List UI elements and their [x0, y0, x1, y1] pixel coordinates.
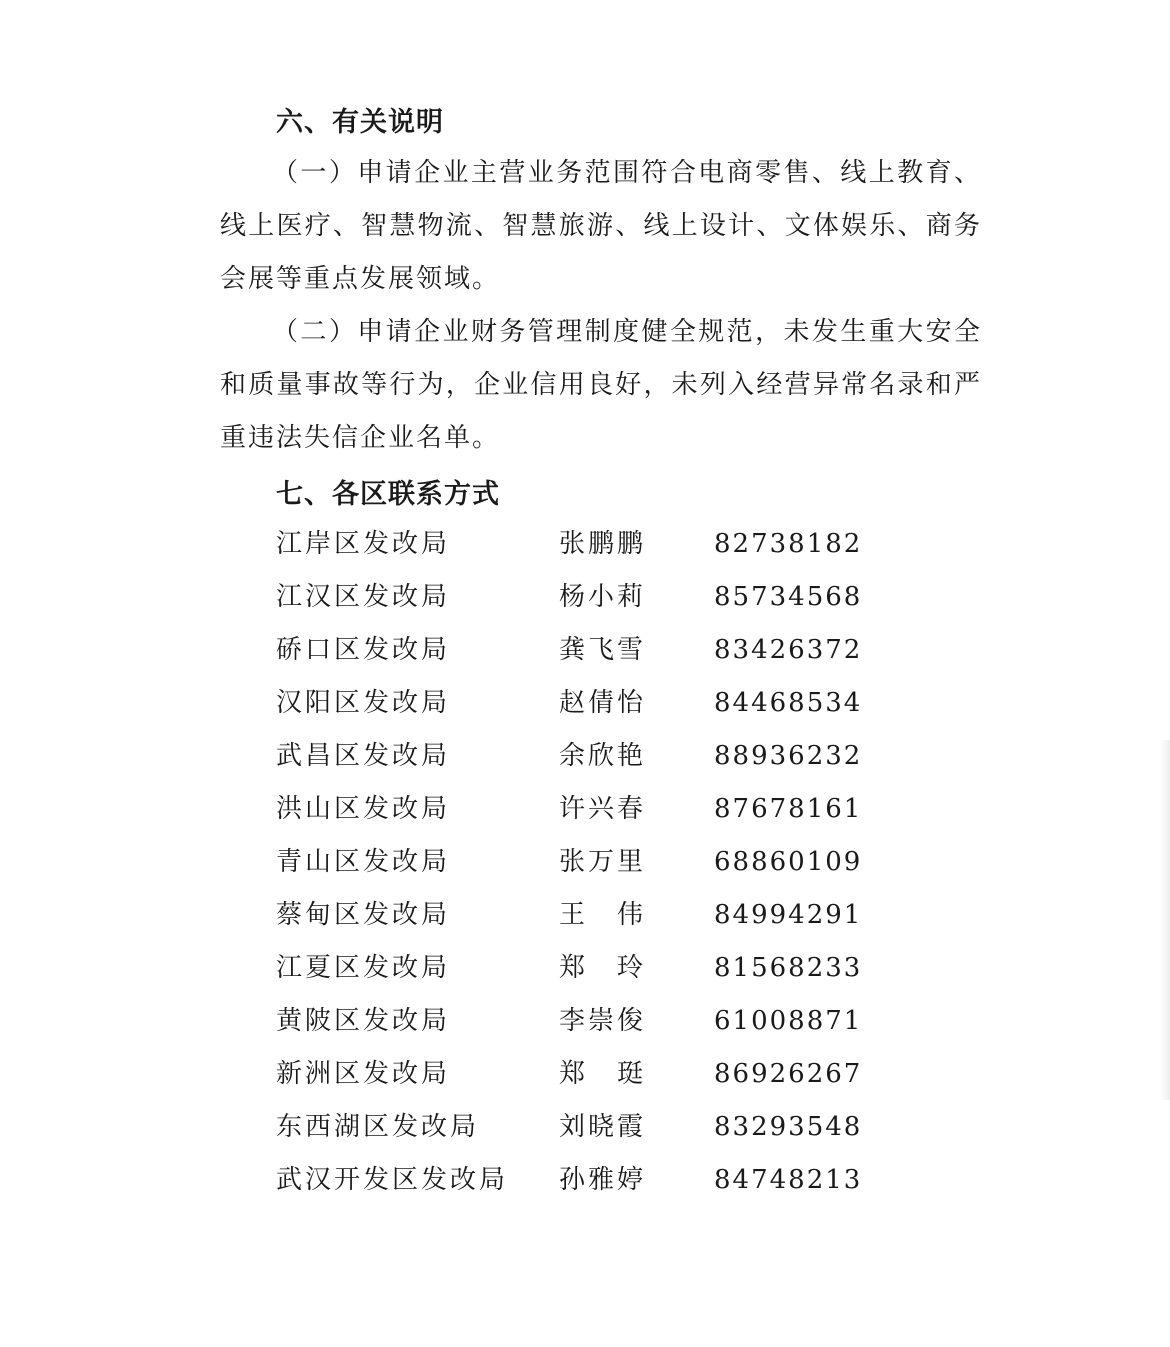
contact-office: 黄陂区发改局 [276, 1006, 451, 1036]
contact-office: 汉阳区发改局 [276, 688, 451, 718]
contact-row [276, 995, 876, 1048]
contact-name: 赵倩怡 [559, 688, 645, 718]
contact-row [276, 677, 876, 730]
contact-phone: 81568233 [714, 953, 863, 983]
contact-row [276, 571, 876, 624]
contact-phone: 86926267 [714, 1059, 863, 1089]
contact-list [276, 518, 876, 1207]
page-edge-shadow [1160, 740, 1170, 1100]
contact-office: 江汉区发改局 [276, 582, 451, 612]
section-6-paragraph-1: （一）申请企业主营业务范围符合电商零售、线上教育、线上医疗、智慧物流、智慧旅游、线上设计、文体娱乐、商务会展等重点发展领域。 [220, 158, 982, 294]
contact-row [276, 942, 876, 995]
contact-phone: 82738182 [714, 529, 863, 559]
contact-office: 硚口区发改局 [276, 635, 451, 665]
contact-office: 武汉开发区发改局 [276, 1165, 509, 1195]
section-7-heading: 七、各区联系方式 [276, 479, 500, 510]
contact-row [276, 730, 876, 783]
contact-row [276, 518, 876, 571]
contact-phone: 83293548 [714, 1112, 863, 1142]
contact-name: 许兴春 [559, 794, 645, 824]
contact-office: 蔡甸区发改局 [276, 900, 451, 930]
contact-phone: 61008871 [714, 1006, 863, 1036]
contact-office: 洪山区发改局 [276, 794, 451, 824]
contact-office: 江岸区发改局 [276, 529, 451, 559]
contact-name: 李崇俊 [559, 1006, 645, 1036]
contact-phone: 68860109 [714, 847, 863, 877]
contact-name: 王伟 [559, 900, 645, 930]
section-6-heading: 六、有关说明 [276, 107, 444, 138]
contact-row [276, 1101, 876, 1154]
contact-name: 杨小莉 [559, 582, 645, 612]
contact-phone: 87678161 [714, 794, 863, 824]
contact-office: 江夏区发改局 [276, 953, 451, 983]
contact-office: 青山区发改局 [276, 847, 451, 877]
contact-name: 龚飞雪 [559, 635, 645, 665]
contact-row [276, 624, 876, 677]
contact-phone: 84468534 [714, 688, 863, 718]
contact-row [276, 1154, 876, 1207]
contact-name: 刘晓霞 [559, 1112, 645, 1142]
contact-office: 武昌区发改局 [276, 741, 451, 771]
contact-phone: 85734568 [714, 582, 863, 612]
contact-row [276, 783, 876, 836]
contact-name: 郑珽 [559, 1059, 645, 1089]
contact-name: 张鹏鹏 [559, 529, 645, 559]
contact-phone: 84748213 [714, 1165, 863, 1195]
contact-row [276, 889, 876, 942]
contact-row [276, 836, 876, 889]
contact-office: 新洲区发改局 [276, 1059, 451, 1089]
contact-name: 郑玲 [559, 953, 645, 983]
section-6-paragraph-2: （二）申请企业财务管理制度健全规范，未发生重大安全和质量事故等行为，企业信用良好，未列入经营异常名录和严重违法失信企业名单。 [220, 317, 982, 453]
contact-name: 张万里 [559, 847, 645, 877]
contact-name: 孙雅婷 [559, 1165, 645, 1195]
contact-phone: 88936232 [714, 741, 863, 771]
contact-row [276, 1048, 876, 1101]
contact-phone: 84994291 [714, 900, 863, 930]
contact-name: 余欣艳 [559, 741, 645, 771]
contact-office: 东西湖区发改局 [276, 1112, 480, 1142]
contact-phone: 83426372 [714, 635, 863, 665]
